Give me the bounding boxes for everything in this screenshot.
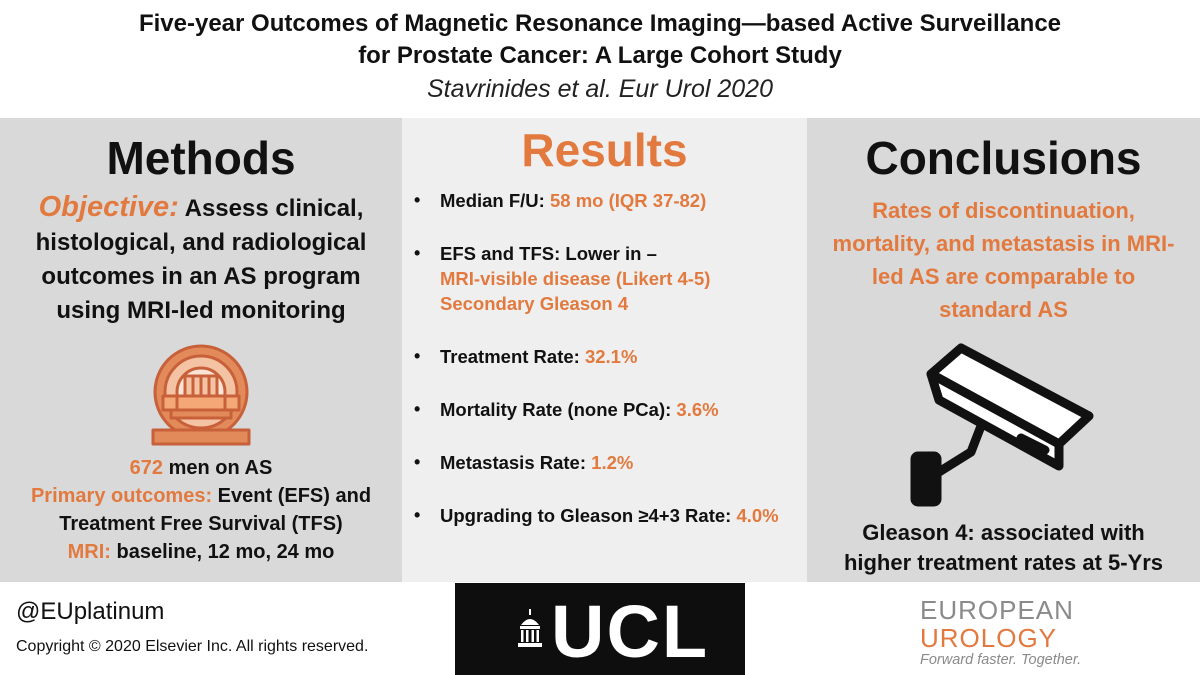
methods-heading: Methods bbox=[106, 132, 296, 184]
result-item-median-fu bbox=[414, 188, 807, 213]
title-line-1: Five-year Outcomes of Magnetic Resonance Imaging—based Active Surveillance bbox=[138, 10, 1062, 37]
methods-panel bbox=[0, 118, 402, 582]
result-value: 3.6% bbox=[676, 399, 719, 420]
ucl-logo-text: UCL bbox=[551, 590, 710, 673]
result-label: EFS and TFS: Lower in – bbox=[440, 243, 657, 264]
result-item-efs-tfs bbox=[414, 241, 807, 316]
result-item-upgrading-rate bbox=[414, 503, 807, 528]
result-label: Upgrading to Gleason ≥4+3 Rate: bbox=[440, 505, 737, 526]
primary-outcomes-line-1 bbox=[0, 482, 402, 510]
result-label: Median F/U: bbox=[440, 190, 550, 211]
conclusion-finding bbox=[807, 518, 1200, 578]
primary-outcomes-label: Primary outcomes: bbox=[30, 485, 213, 507]
results-heading: Results bbox=[521, 124, 688, 176]
twitter-handle: @EUplatinum bbox=[16, 598, 165, 625]
mri-schedule-line bbox=[0, 538, 402, 566]
cohort-text: men on AS bbox=[163, 457, 273, 479]
title-line-2: for Prostate Cancer: A Large Cohort Study bbox=[358, 42, 842, 69]
result-value: 1.2% bbox=[591, 452, 634, 473]
objective-label: Objective: bbox=[38, 191, 179, 223]
primary-outcomes-text-1: Event (EFS) and bbox=[212, 485, 372, 507]
conclusion-statement: Rates of discontinuation, mortality, and metastasis in MRI-led AS are comparable to standard AS bbox=[832, 198, 1175, 322]
result-label: Mortality Rate (none PCa): bbox=[440, 399, 677, 420]
result-label: Treatment Rate: bbox=[440, 346, 585, 367]
methods-facts bbox=[0, 454, 402, 566]
european-urology-logo bbox=[920, 596, 1110, 668]
cohort-size-line bbox=[0, 454, 402, 482]
results-list bbox=[402, 178, 807, 528]
conclusions-panel bbox=[807, 118, 1200, 582]
result-sub-item: MRI-visible disease (Likert 4-5) bbox=[440, 268, 711, 289]
objective bbox=[0, 190, 402, 328]
conclusion-finding-line-2: higher treatment rates at 5-Yrs bbox=[843, 550, 1164, 575]
result-value: 4.0% bbox=[736, 505, 779, 526]
conclusion-finding-line-1: Gleason 4: associated with bbox=[862, 520, 1145, 545]
mri-schedule-text: baseline, 12 mo, 24 mo bbox=[110, 541, 335, 563]
result-sub-item: Secondary Gleason 4 bbox=[440, 293, 629, 314]
result-item-metastasis-rate bbox=[414, 450, 807, 475]
citation: Stavrinides et al. Eur Urol 2020 bbox=[426, 75, 773, 103]
results-panel bbox=[402, 118, 807, 582]
ucl-dome-icon bbox=[517, 609, 543, 649]
cohort-count: 672 bbox=[129, 457, 164, 479]
eu-logo-line-2: UROLOGY bbox=[920, 623, 1058, 653]
ucl-logo bbox=[455, 583, 745, 675]
result-item-treatment-rate bbox=[414, 344, 807, 369]
mri-scanner-icon bbox=[141, 340, 261, 450]
eu-logo-tagline: Forward faster. Together. bbox=[920, 652, 1082, 668]
mri-label: MRI: bbox=[67, 541, 111, 563]
result-item-mortality-rate bbox=[414, 397, 807, 422]
conclusions-heading: Conclusions bbox=[865, 132, 1142, 184]
result-value: 32.1% bbox=[584, 346, 638, 367]
surveillance-camera-icon bbox=[909, 340, 1099, 510]
header bbox=[0, 0, 1200, 118]
primary-outcomes-line-2: Treatment Free Survival (TFS) bbox=[59, 513, 343, 535]
result-label: Metastasis Rate: bbox=[440, 452, 592, 473]
copyright: Copyright © 2020 Elsevier Inc. All rights reserved. bbox=[16, 638, 369, 655]
objective-text: Assess clinical, histological, and radiological outcomes in an AS program using MRI-led monitoring bbox=[35, 195, 367, 324]
eu-logo-line-1: EUROPEAN bbox=[920, 595, 1074, 625]
result-value: 58 mo (IQR 37-82) bbox=[549, 190, 707, 211]
